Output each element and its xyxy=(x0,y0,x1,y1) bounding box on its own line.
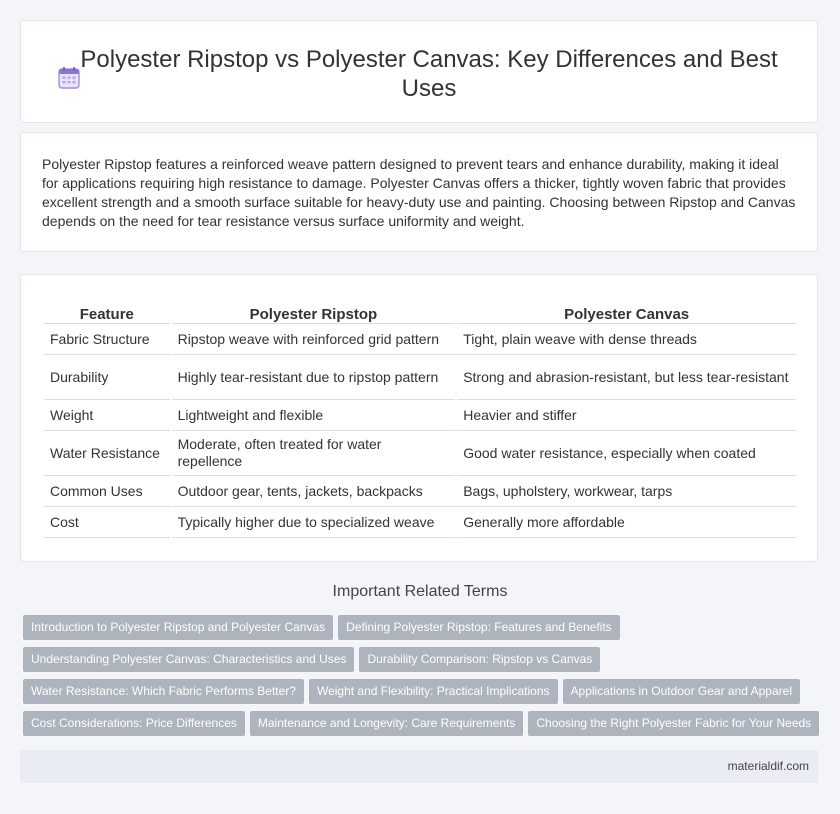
footer-bar xyxy=(20,750,818,783)
title-card xyxy=(20,20,818,123)
cell-feature: Durability xyxy=(44,355,170,400)
cell-feature: Water Resistance xyxy=(44,431,170,476)
cell-ripstop: Typically higher due to specialized weave xyxy=(172,507,456,538)
table-header-row xyxy=(44,293,796,324)
table-row xyxy=(44,431,796,476)
cell-canvas: Strong and abrasion-resistant, but less tear-resistant xyxy=(457,355,796,400)
related-term-tag[interactable]: Applications in Outdoor Gear and Apparel xyxy=(563,679,800,704)
footer-site-link[interactable]: materialdif.com xyxy=(727,759,809,773)
cell-canvas: Bags, upholstery, workwear, tarps xyxy=(457,476,796,507)
related-term-tag[interactable]: Maintenance and Longevity: Care Requirements xyxy=(250,711,523,736)
cell-feature: Weight xyxy=(44,400,170,431)
related-term-tag[interactable]: Defining Polyester Ripstop: Features and Benefits xyxy=(338,615,619,640)
tag-row xyxy=(23,711,823,736)
intro-paragraph: Polyester Ripstop features a reinforced weave pattern designed to prevent tears and enhance durability, making it ideal for applications requiring high resistance to damage. Polyester Canvas offers a thicker, tightly woven fabric that provides excellent strength and a smooth surface suitable for heavy-duty use and painting. Choosing between Ripstop and Canvas depends on the need for tear resistance versus surface uniformity and weight. xyxy=(42,156,796,229)
cell-canvas: Tight, plain weave with dense threads xyxy=(457,324,796,355)
table-row xyxy=(44,324,796,355)
table-row xyxy=(44,507,796,538)
tag-row xyxy=(23,679,823,704)
related-term-tag[interactable]: Cost Considerations: Price Differences xyxy=(23,711,245,736)
related-term-tag[interactable]: Introduction to Polyester Ripstop and Polyester Canvas xyxy=(23,615,333,640)
related-term-tag[interactable]: Durability Comparison: Ripstop vs Canvas xyxy=(359,647,600,672)
cell-ripstop: Highly tear-resistant due to ripstop pattern xyxy=(172,355,456,400)
related-term-tag[interactable]: Water Resistance: Which Fabric Performs Better? xyxy=(23,679,304,704)
page-title: Polyester Ripstop vs Polyester Canvas: Key Differences and Best Uses xyxy=(80,46,778,102)
table-row xyxy=(44,355,796,400)
header-feature: Feature xyxy=(44,293,170,324)
table-row xyxy=(44,400,796,431)
cell-ripstop: Lightweight and flexible xyxy=(172,400,456,431)
cell-feature: Cost xyxy=(44,507,170,538)
intro-card xyxy=(20,132,818,252)
table-row xyxy=(44,476,796,507)
cell-feature: Fabric Structure xyxy=(44,324,170,355)
header-canvas: Polyester Canvas xyxy=(457,293,796,324)
cell-canvas: Generally more affordable xyxy=(457,507,796,538)
cell-canvas: Heavier and stiffer xyxy=(457,400,796,431)
tag-row xyxy=(23,647,823,672)
related-term-tag[interactable]: Choosing the Right Polyester Fabric for Your Needs xyxy=(528,711,819,736)
related-terms-list xyxy=(23,615,823,743)
comparison-table xyxy=(42,293,798,538)
tag-row xyxy=(23,615,823,640)
comparison-card xyxy=(20,274,818,562)
cell-ripstop: Outdoor gear, tents, jackets, backpacks xyxy=(172,476,456,507)
cell-canvas: Good water resistance, especially when coated xyxy=(457,431,796,476)
cell-ripstop: Ripstop weave with reinforced grid pattern xyxy=(172,324,456,355)
related-term-tag[interactable]: Weight and Flexibility: Practical Implications xyxy=(309,679,558,704)
cell-ripstop: Moderate, often treated for water repellence xyxy=(172,431,456,476)
related-terms-title: Important Related Terms xyxy=(332,583,508,600)
related-term-tag[interactable]: Understanding Polyester Canvas: Characteristics and Uses xyxy=(23,647,354,672)
header-ripstop: Polyester Ripstop xyxy=(172,293,456,324)
cell-feature: Common Uses xyxy=(44,476,170,507)
